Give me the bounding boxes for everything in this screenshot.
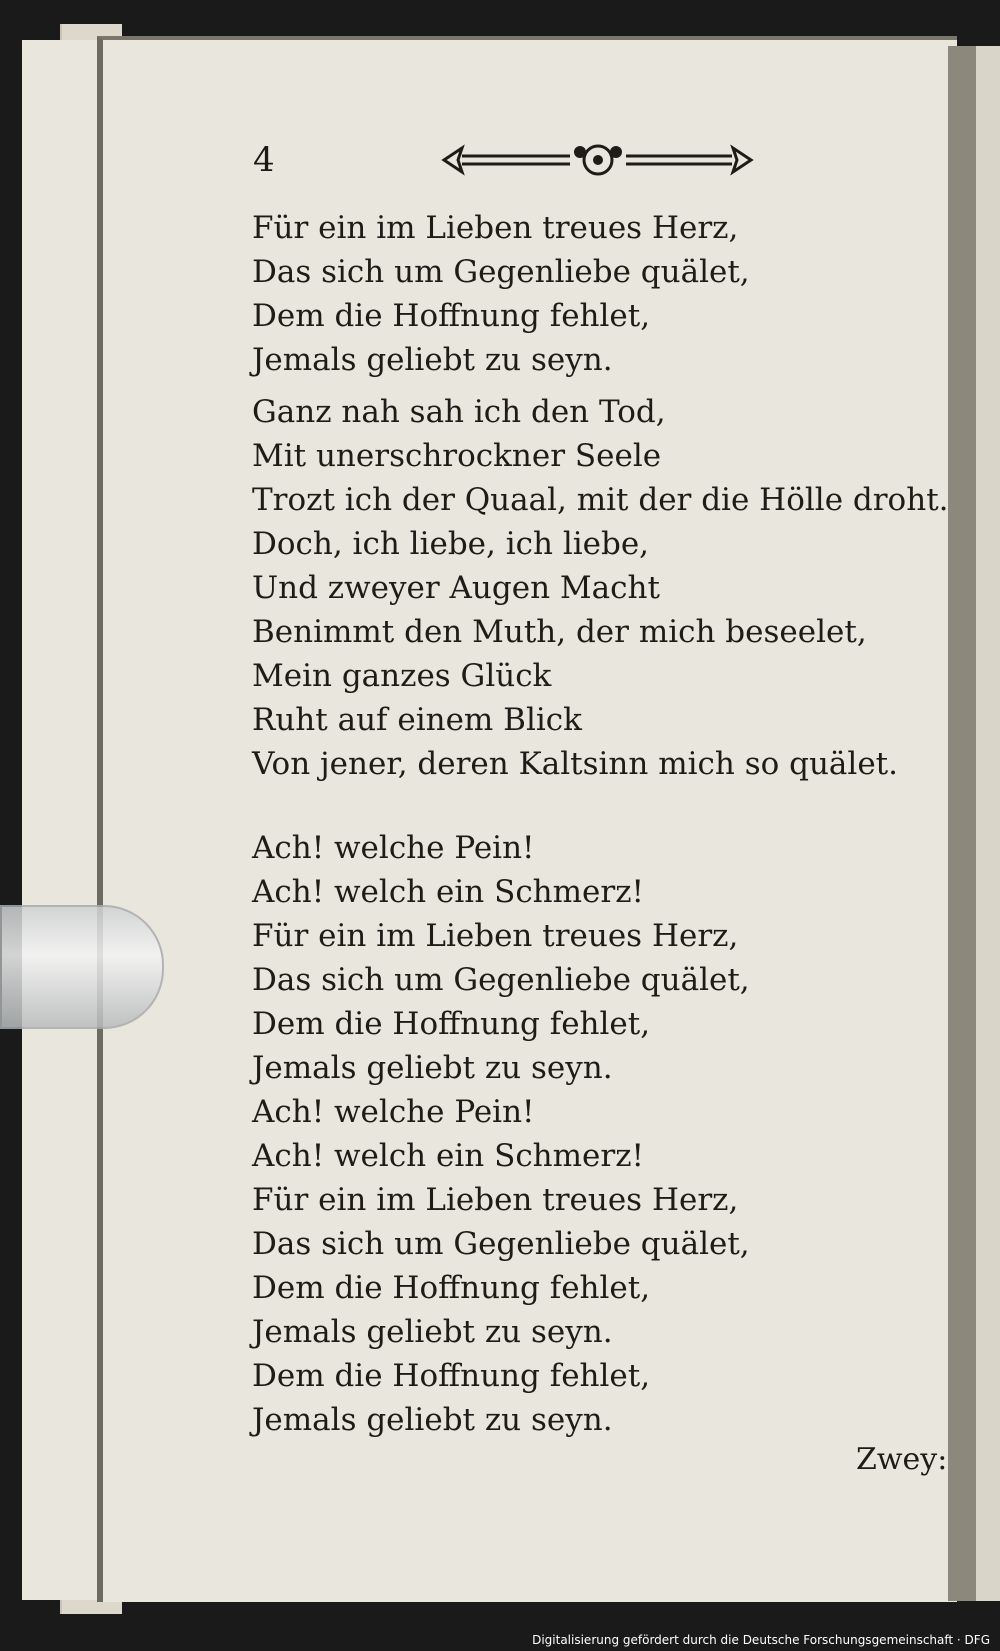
header-ornament: [440, 136, 755, 184]
verse-line: Dem die Hoffnung fehlet,: [252, 298, 651, 334]
verse-line: Dem die Hoffnung fehlet,: [252, 1006, 651, 1042]
verse-line: Dem die Hoffnung fehlet,: [252, 1358, 651, 1394]
verse-line: Das sich um Gegenliebe quälet,: [252, 962, 750, 998]
verse-line: Ach! welche Pein!: [252, 830, 535, 866]
verse-line: Das sich um Gegenliebe quälet,: [252, 254, 750, 290]
stanza-2: [252, 390, 949, 786]
page-gutter-shadow: [948, 46, 976, 1601]
verse-line: Jemals geliebt zu seyn.: [252, 342, 613, 378]
verse-line: Ruht auf einem Blick: [252, 702, 582, 738]
verse-line: Jemals geliebt zu seyn.: [252, 1402, 613, 1438]
verse-line: Doch, ich liebe, ich liebe,: [252, 526, 650, 562]
verse-line: Dem die Hoffnung fehlet,: [252, 1270, 651, 1306]
next-page-edge: [976, 46, 1000, 1601]
verse-line: Jemals geliebt zu seyn.: [252, 1050, 613, 1086]
stanza-1: [252, 206, 750, 382]
page-number: 4: [253, 140, 275, 180]
verse-line: Mein ganzes Glück: [252, 658, 552, 694]
footer-credit: Digitalisierung gefördert durch die Deutsche Forschungsgemeinschaft · DFG: [532, 1633, 990, 1647]
verse-line: Das sich um Gegenliebe quälet,: [252, 1226, 750, 1262]
verse-line: Ach! welch ein Schmerz!: [252, 1138, 644, 1174]
verse-line: Von jener, deren Kaltsinn mich so quälet.: [252, 746, 898, 782]
verse-line: Für ein im Lieben treues Herz,: [252, 210, 739, 246]
catchword: Zwey:: [856, 1442, 948, 1477]
verse-line: Jemals geliebt zu seyn.: [252, 1314, 613, 1350]
verse-line: Benimmt den Muth, der mich beseelet,: [252, 614, 867, 650]
verse-line: Und zweyer Augen Macht: [252, 570, 660, 606]
verse-line: Für ein im Lieben treues Herz,: [252, 918, 739, 954]
stanza-3: [252, 826, 750, 1442]
verse-line: Trozt ich der Quaal, mit der die Hölle droht.: [252, 482, 949, 518]
verse-line: Ganz nah sah ich den Tod,: [252, 394, 666, 430]
verse-line: Für ein im Lieben treues Herz,: [252, 1182, 739, 1218]
verse-line: Mit unerschrockner Seele: [252, 438, 662, 474]
verse-line: Ach! welche Pein!: [252, 1094, 535, 1130]
verse-line: Ach! welch ein Schmerz!: [252, 874, 644, 910]
page-clip: [0, 905, 164, 1029]
